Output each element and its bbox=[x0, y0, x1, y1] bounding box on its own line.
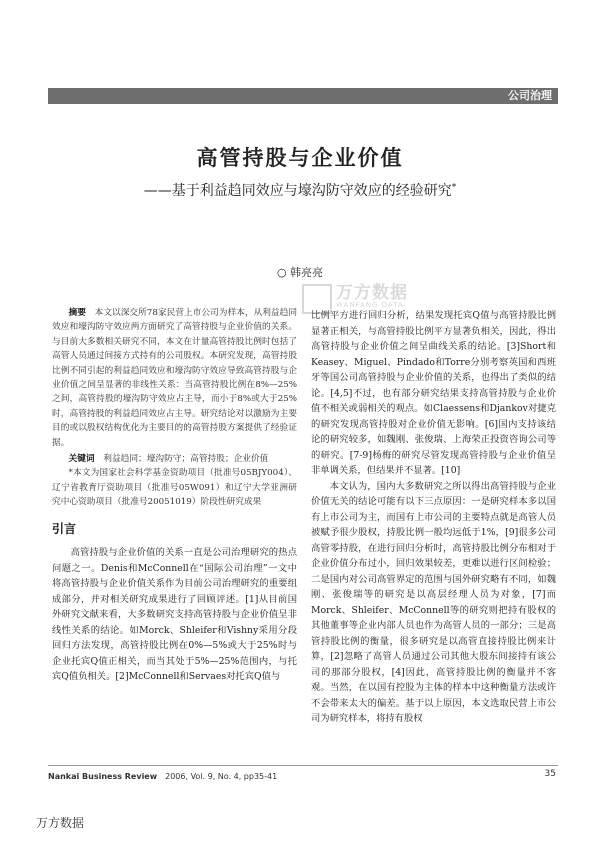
article-subtitle bbox=[0, 180, 600, 200]
abstract bbox=[52, 306, 297, 450]
watermark-text: 万方数据 bbox=[336, 283, 408, 303]
page-number: 35 bbox=[544, 769, 556, 779]
right-column bbox=[311, 308, 556, 727]
keywords-text: 利益趋同；壕沟防守；高管持股；企业价值 bbox=[103, 454, 269, 465]
footer-citation bbox=[48, 771, 277, 782]
keywords bbox=[52, 452, 297, 466]
section-label: 公司治理 bbox=[508, 89, 552, 102]
watermark-subtext: WANFANG DATA bbox=[336, 301, 404, 309]
abstract-label: 摘要 bbox=[68, 308, 86, 318]
subtitle-text: ——基于利益趋同效应与壕沟防守效应的经验研究 bbox=[143, 183, 452, 199]
source-label: 万方数据 bbox=[36, 816, 85, 830]
intro-heading: 引言 bbox=[52, 521, 77, 536]
right-paragraph-2: 本文认为，国内大多数研究之所以得出高管持股与企业价值无关的结论可能有以下三点原因：一是研究样本多以国有上市公司为主，而国有上市公司的主要特点就是高管人员被赋予很少股权，持股比例一般均远低于1%，[9]很多公司高管零持股，在进行回归分析时，高管持股比例分布相对于企业价值分布过小，回归效果较差，更难以进行区间检验；二是国内对公司高管界定的范围与国外研究略有不同，如魏刚、张俊瑞等的研究是以高层经理人员为对象，[7]而Morck、Shleifer、McConnell等的研究则把持有股权的其他董事等企业内部人员也作为高管人员的一部分；三是高管持股比例的衡量，很多研究是以高管直接持股比例来计算，[2]忽略了高管人员通过公司其他大股东间接持有该公司的那部分股权，[4]因此，高管持股比例的衡量并不客观。当然，在以国有控股为主体的样本中这种衡量方法或许不会带来太大的偏差。基于以上原因，本文选取民营上市公司为研究样本，将持有股权 bbox=[311, 480, 556, 724]
right-paragraph-1: 比例平方进行回归分析，结果发现托宾Q值与高管持股比例显著正相关，与高管持股比例平方显著负相关，因此，得出高管持股与企业价值之间呈曲线关系的结论。[3]Short和Keasey、Miguel、Pindado和Torre分别考察英国和西班牙等国公司高管持股与企业价值的关系，也得出了类似的结论。[4,5]不过，也有部分研究结果支持高管持股与企业价值不相关或弱相关的观点。如Claessens和Djankov对捷克的研究发现高管持股对企业价值无影响。[6]国内支持该结论的研究较多，如魏刚、张俊瑞、上海荣正投资咨询公司等的研究。[7-9]杨梅的研究尽管发现高管持股与企业价值呈非单调关系，但结果并不显著。[10] bbox=[311, 310, 556, 476]
footer-rule bbox=[48, 765, 558, 766]
subtitle-footnote-mark: * bbox=[451, 182, 457, 193]
section-label-bar bbox=[48, 88, 558, 104]
left-column bbox=[52, 306, 297, 685]
journal-issue: 2006, Vol. 9, No. 4, pp35-41 bbox=[165, 772, 278, 781]
keywords-label: 关键词 bbox=[68, 454, 95, 465]
journal-name: Nankai Business Review bbox=[48, 772, 158, 781]
funding-note: *本文为国家社会科学基金资助项目（批准号05BJY004）、辽宁省教育厅资助项目（批准号05W091）和辽宁大学亚洲研究中心资助项目（批准号20051019）阶段性研究成果 bbox=[52, 468, 297, 508]
author-name: ○ 韩亮亮 bbox=[276, 266, 324, 279]
article-title: 高管持股与企业价值 bbox=[196, 146, 404, 170]
intro-paragraph: 高管持股与企业价值的关系一直是公司治理研究的热点问题之一。Denis和McConnell在“国际公司治理”一文中将高管持股与企业价值关系作为目前公司治理研究的重要组成部分，并对相关研究成果进行了回顾评述。[1]从目前国外研究文献来看，大多数研究支持高管持股与企业价值呈非线性关系的结论。如Morck、Shleifer和Vishny采用分段回归方法发现，高管持股比例在0%—5%或大于25%时与企业托宾Q值正相关，而当其处于5%—25%范围内，与托宾Q值负相关。[2]McConnell和Servaes对托宾Q值与 bbox=[52, 547, 297, 683]
abstract-text: 本文以深交所78家民营上市公司为样本，从利益趋同效应和壕沟防守效应两方面研究了高管持股与企业价值的关系。与目前大多数相关研究不同，本文在计量高管持股比例时包括了高管人员通过间接方式持有的公司股权。本研究发现，高管持股比例不同引起的利益趋同效应和壕沟防守效应导致高管持股与企业价值之间呈显著的非线性关系：当高管持股比例在8%—25%之间，高管持股的壕沟防守效应占主导，而小于8%或大于25%时，高管持股的利益趋同效应占主导。研究结论对以激励为主要目的或以股权结构优化为主要目的的高管持股方案提供了经验证据。 bbox=[52, 308, 298, 448]
